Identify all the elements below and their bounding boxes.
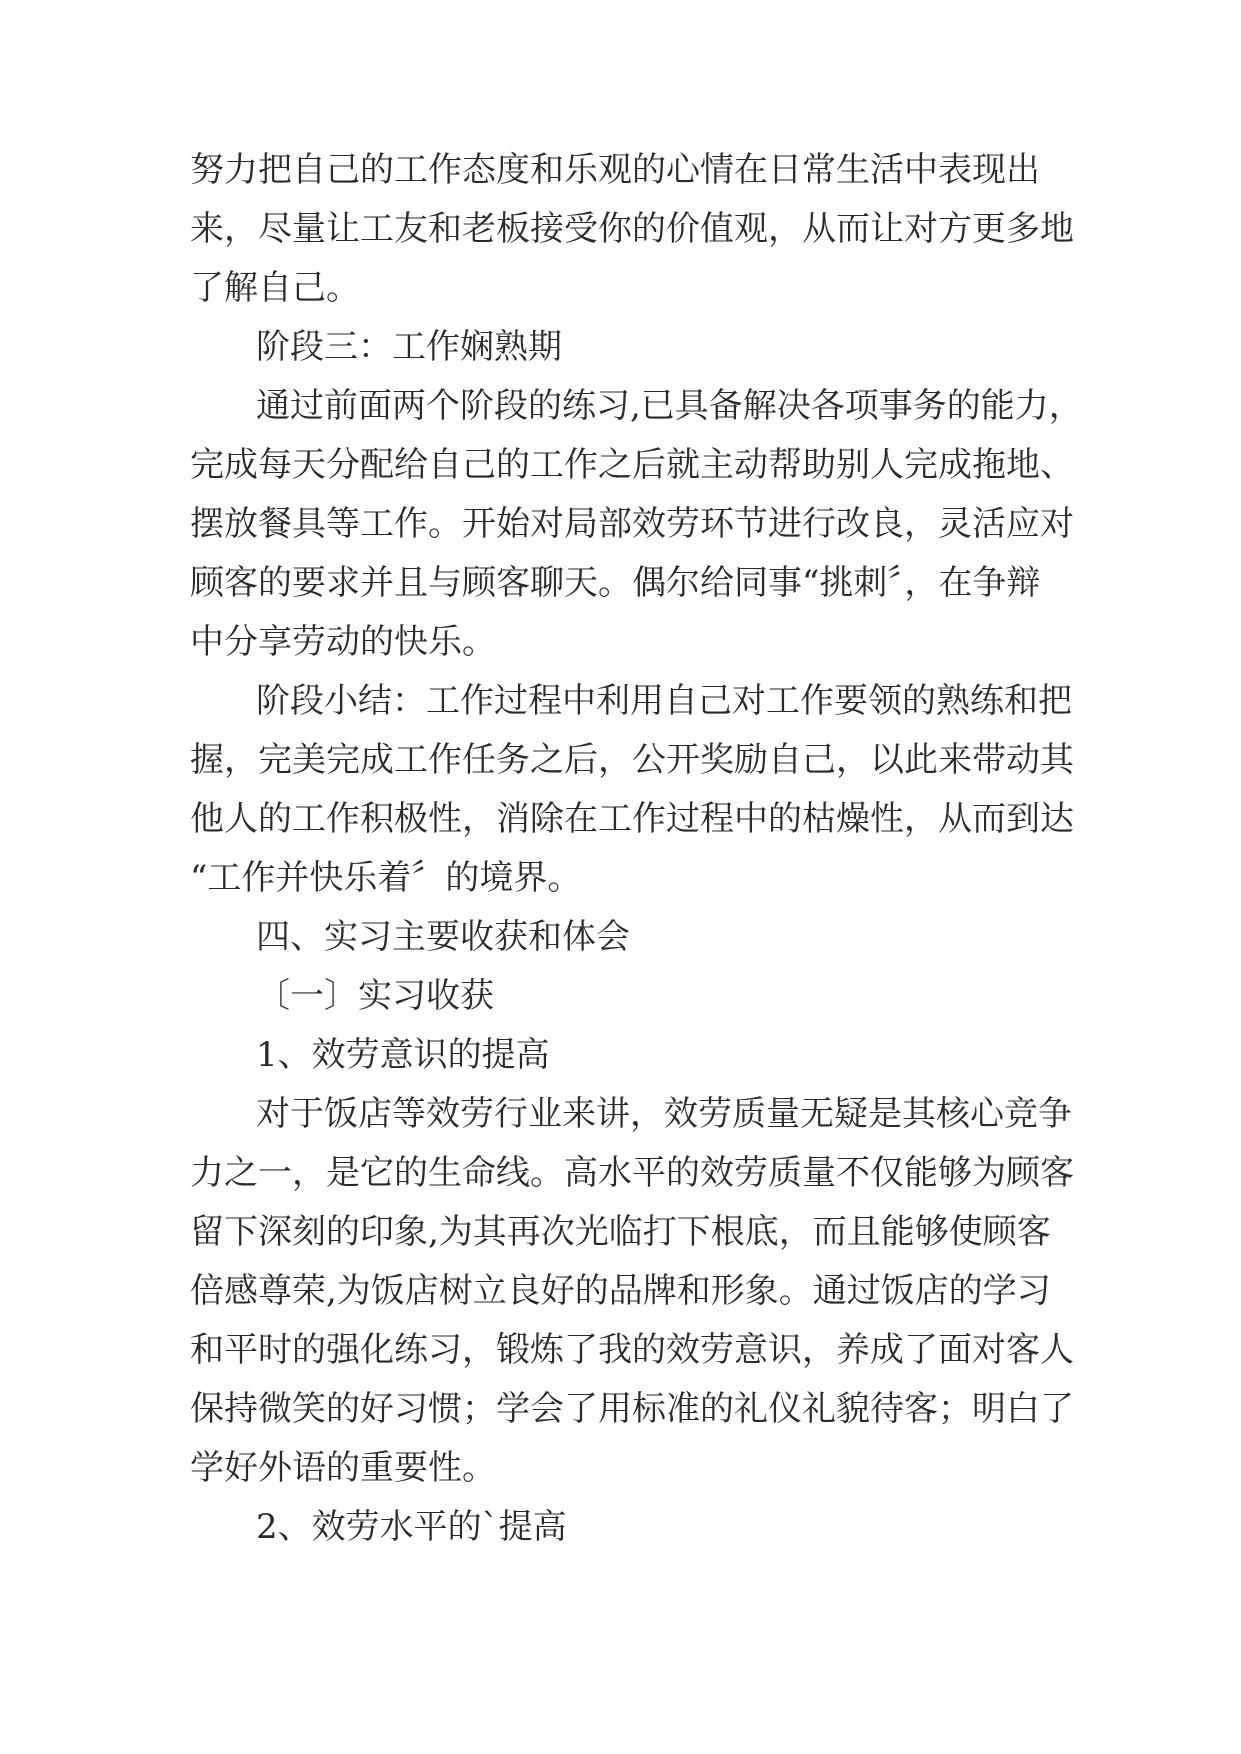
paragraph-line: 力之一，是它的生命线。高水平的效劳质量不仅能够为顾客 bbox=[190, 1153, 1074, 1193]
paragraph-line: 顾客的要求并且与顾客聊天。偶尔给同事“挑刺〞，在争辩 bbox=[190, 563, 1041, 603]
section-heading: 四、实习主要收获和体会 bbox=[256, 917, 630, 957]
paragraph-line: “工作并快乐着〞的境界。 bbox=[190, 858, 582, 898]
paragraph-line: 握，完美完成工作任务之后，公开奖励自己，以此来带动其 bbox=[190, 740, 1074, 780]
paragraph-line: 通过前面两个阶段的练习,已具备解决各项事务的能力， bbox=[256, 386, 1083, 426]
paragraph-line: 倍感尊荣,为饭店树立良好的品牌和形象。通过饭店的学习 bbox=[190, 1271, 1051, 1311]
paragraph-line: 来，尽量让工友和老板接受你的价值观，从而让对方更多地 bbox=[190, 209, 1074, 249]
paragraph-line: 对于饭店等效劳行业来讲，效劳质量无疑是其核心竞争 bbox=[256, 1094, 1072, 1134]
subsection-heading: 〔一〕实习收获 bbox=[256, 976, 494, 1016]
paragraph-line: 了解自己。 bbox=[190, 268, 360, 308]
section-heading: 阶段三：工作娴熟期 bbox=[256, 327, 562, 367]
paragraph-line: 和平时的强化练习，锻炼了我的效劳意识，养成了面对客人 bbox=[190, 1330, 1074, 1370]
paragraph-line: 留下深刻的印象,为其再次光临打下根底，而且能够使顾客 bbox=[190, 1212, 1051, 1252]
paragraph-line: 努力把自己的工作态度和乐观的心情在日常生活中表现出 bbox=[190, 150, 1040, 190]
paragraph-line: 完成每天分配给自己的工作之后就主动帮助别人完成拖地、 bbox=[190, 445, 1074, 485]
paragraph-line: 保持微笑的好习惯；学会了用标准的礼仪礼貌待客；明白了 bbox=[190, 1389, 1074, 1429]
subsection-heading: 1、效劳意识的提高 bbox=[256, 1035, 550, 1075]
paragraph-line: 阶段小结：工作过程中利用自己对工作要领的熟练和把 bbox=[256, 681, 1072, 721]
subsection-heading: 2、效劳水平的`提高 bbox=[256, 1507, 567, 1547]
paragraph-line: 摆放餐具等工作。开始对局部效劳环节进行改良，灵活应对 bbox=[190, 504, 1074, 544]
paragraph-line: 中分享劳动的快乐。 bbox=[190, 622, 496, 662]
paragraph-line: 他人的工作积极性，消除在工作过程中的枯燥性，从而到达 bbox=[190, 799, 1074, 839]
paragraph-line: 学好外语的重要性。 bbox=[190, 1448, 496, 1488]
